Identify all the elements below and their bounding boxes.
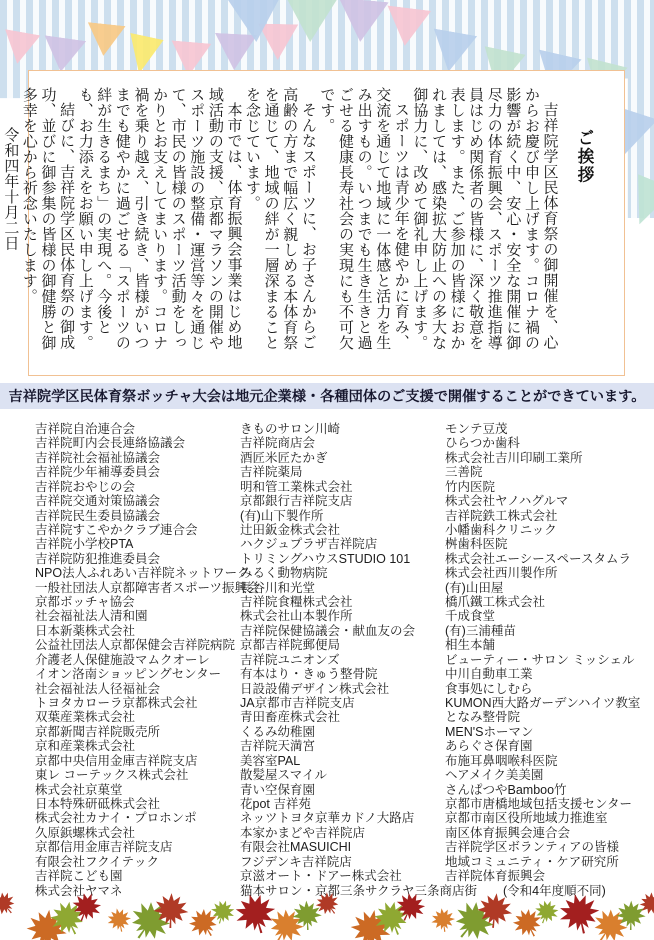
sponsor-item: 千成食堂 <box>445 609 496 624</box>
sponsor-item: 有本はり・きゅう整骨院 <box>240 667 378 682</box>
greeting-vertical-text <box>2 87 606 361</box>
sponsor-item: 地域コミュニティ・ケア研究所 <box>445 854 619 869</box>
sponsor-item: 長谷川和光堂 <box>240 580 316 595</box>
sponsor-item: 食事処にしむら <box>445 681 533 696</box>
sponsor-item: 美容室PAL <box>240 753 301 768</box>
sponsor-item: 吉祥院社会福祉協議会 <box>35 450 161 465</box>
sponsor-item: 吉祥院交通対策協議会 <box>35 494 161 509</box>
sponsor-item: 株式会社カナイ・プロホンポ <box>35 811 197 826</box>
sponsor-item: 京都銀行吉祥院支店 <box>240 494 353 509</box>
sponsor-item: ひらつか歯科 <box>445 436 520 451</box>
sponsor-item: 本家かまどや吉祥院店 <box>240 825 366 840</box>
sponsor-item: ネッツトヨタ京華カドノ大路店 <box>240 811 415 826</box>
sponsor-item: 京都ボッチャ協会 <box>35 595 135 610</box>
sponsor-item: 吉祥院こども園 <box>35 869 123 884</box>
sponsor-list <box>0 422 654 898</box>
autumn-leaves-border <box>0 888 654 940</box>
sponsor-item: ヘアメイク美美園 <box>445 768 544 783</box>
sponsor-item: あらぐさ保育園 <box>445 739 533 754</box>
sponsor-item: 吉祥院小学校PTA <box>35 537 134 552</box>
sponsor-item: さんぱつやBamboo竹 <box>445 782 567 797</box>
sponsor-item: NPO法人ふれあい吉祥院ネットワーク <box>35 566 250 581</box>
support-banner <box>0 383 654 409</box>
greeting-title: ご挨拶 <box>575 129 593 185</box>
sponsor-item: 株式会社西川製作所 <box>445 566 558 581</box>
greeting-paragraph: スポーツは青少年を健やかに育み、交流を通じて地域に一体感と活力を生み出すもの。いつまでも生き生きと過ごせる健康長寿社会の実現にも不可欠です。 <box>318 87 411 351</box>
sponsor-item: 京都市南区役所地域力推進室 <box>445 811 608 826</box>
sponsor-item: 吉祥院保健協議会・献血友の会 <box>240 623 416 638</box>
sponsor-item: 京都吉祥院郵便局 <box>240 638 341 653</box>
sponsor-item: 株式会社ヤマネ <box>35 883 123 898</box>
greeting-body <box>20 87 559 361</box>
sponsor-item: みるく動物病院 <box>240 566 328 581</box>
greeting-paragraph: 本市では、体育振興会事業はじめ地域活動の支援、京都マラソンの開催やスポーツ施設の整備・運営等々を通じて、市民の皆様のスポーツ活動をしっかりとお支えしてまいります。コロナ禍を乗り越え、引き続き、皆様がいつまでも健やかに過ごせる「スポーツの絆が生きるまち」の実現へ。今後とも、お力添えをお願い申し上げます。 <box>76 87 244 351</box>
sponsor-item: 吉祥院民生委員協議会 <box>35 508 161 523</box>
support-banner-text: 吉祥院学区民体育祭ボッチャ大会は地元企業様・各種団体のご支援で開催することができています。 <box>8 389 646 405</box>
sponsor-item: 久原鋲螺株式会社 <box>35 825 136 840</box>
sponsor-item: 小幡歯科クリニック <box>445 522 557 537</box>
sponsor-item: 相生本舗 <box>445 638 496 653</box>
sponsor-item: 有限会社MASUICHI <box>240 840 352 855</box>
sponsor-item: くるみ幼稚園 <box>240 724 316 739</box>
sponsor-item: 吉祥院おやじの会 <box>35 479 136 494</box>
sponsor-item: イオン洛南ショッピングセンター <box>35 667 222 682</box>
sponsor-item: 吉祥院町内会長連絡協議会 <box>35 436 186 451</box>
sponsor-item: 中川自動車工業 <box>445 667 533 682</box>
sponsor-item: 三善院 <box>445 465 483 480</box>
greeting-paragraph: 結びに、吉祥院学区民体育祭の御成功、並びに御参集の皆様の御健勝と御多幸を心から祈念いたします。 <box>20 87 77 351</box>
sponsor-item: 桝歯科医院 <box>445 537 508 552</box>
sponsor-item: 介護老人保健施設マムクオーレ <box>35 652 210 667</box>
sponsor-list-note: (令和4年度順不同) <box>503 883 606 898</box>
sponsor-item: モンテ豆茂 <box>445 422 508 436</box>
sponsor-item: 日設設備デザイン株式会社 <box>240 681 390 696</box>
sponsor-item: 辻田鈑金株式会社 <box>240 522 341 537</box>
sponsor-item: 竹内医院 <box>445 479 496 494</box>
sponsor-item: 社会福祉法人清和園 <box>35 609 148 624</box>
greeting-date: 令和四年十月二日 <box>2 127 21 251</box>
sponsor-item: 株式会社ヤノハグルマ <box>445 494 569 509</box>
sponsor-item: 京和産業株式会社 <box>35 739 136 754</box>
sponsor-item: 株式会社山本製作所 <box>240 609 353 624</box>
sponsor-item: 社会福祉法人径福祉会 <box>35 681 161 696</box>
sponsor-item: 京都新聞吉祥院販売所 <box>35 724 161 739</box>
sponsor-item: 京都市唐橋地域包括支援センター <box>445 796 633 811</box>
sponsor-item: 有限会社フクイテック <box>35 854 160 869</box>
sponsor-item: 吉祥院ユニオンズ <box>240 652 340 667</box>
greeting-paragraph: そんなスポーツに、お子さんからご高齢の方まで幅広く親しめる本体育祭を通じて、地域の絆が一層深まることを念じています。 <box>244 87 318 351</box>
sponsor-item: 吉祥院食糧株式会社 <box>240 595 353 610</box>
sponsor-item: 酒匠米匠たかぎ <box>240 450 328 465</box>
sponsor-item: 株式会社エーシースペースタムラ <box>445 551 632 566</box>
sponsor-item: 双葉産業株式会社 <box>35 710 136 725</box>
sponsor-item: JA京都市吉祥院支店 <box>240 696 355 711</box>
sponsor-item: (有)山下製作所 <box>240 508 324 523</box>
sponsor-item: 吉祥院自治連合会 <box>35 422 136 436</box>
sponsor-item: (有)三浦種苗 <box>445 623 516 638</box>
sponsor-item: 吉祥院少年補導委員会 <box>35 465 161 480</box>
sponsor-item: 吉祥院学区ボランティアの皆様 <box>445 840 620 855</box>
sponsor-item: 東レ コーテックス株式会社 <box>35 768 189 783</box>
sponsor-item: KUMON西大路ガーデンハイツ教室 <box>445 696 641 711</box>
greeting-section <box>2 70 625 376</box>
sponsor-column-3 <box>445 422 654 898</box>
sponsor-item: 吉祥院天満宮 <box>240 739 316 754</box>
sponsor-item: 散髪屋スマイル <box>240 768 328 783</box>
sponsor-item: となみ整骨院 <box>445 710 521 725</box>
greeting-paragraph: 吉祥院学区民体育祭の御開催を、心からお慶び申し上げます。コロナ禍の影響が続く中、安心・安全な開催に御尽力の体育振興会、スポーツ推進指導員はじめ関係者の皆様に、深く敬意を表します。また、ご参加の皆様におかれましては、感染拡大防止への多大な御協力に、改めて御礼申し上げます。 <box>411 87 560 351</box>
sponsor-item: 布施耳鼻咽喉科医院 <box>445 753 558 768</box>
sponsor-item: 京滋オート・ドアー株式会社 <box>240 869 402 884</box>
sponsor-item: 日本新薬株式会社 <box>35 623 136 638</box>
maple-leaf-icon <box>0 888 21 921</box>
sponsor-item: 吉祥院鉄工株式会社 <box>445 508 558 523</box>
sponsor-item: フジデンキ吉祥院店 <box>240 854 352 869</box>
sponsor-item: 吉祥院すこやかクラブ連合会 <box>35 522 198 537</box>
sponsor-item: 一般社団法人京都障害者スポーツ振興会 <box>35 580 260 595</box>
sponsor-item: 南区体育振興会連合会 <box>445 825 571 840</box>
sponsor-item: 吉祥院体育振興会 <box>445 869 546 884</box>
sponsor-item: きものサロン川崎 <box>240 422 341 436</box>
sponsor-item: 橋爪鐵工株式会社 <box>445 595 546 610</box>
sponsor-item: トヨタカローラ京都株式会社 <box>35 696 198 711</box>
sponsor-item: MEN'Sホーマン <box>445 724 534 739</box>
sponsor-item: ビューティー・サロン ミッシェル <box>445 652 635 667</box>
sponsor-item: ハクジュプラザ吉祥院店 <box>240 537 378 552</box>
sponsor-item: 株式会社京菓堂 <box>35 782 123 797</box>
sponsor-item: 公益社団法人京都保健会吉祥院病院 <box>35 638 236 653</box>
sponsor-item: 明和管工業株式会社 <box>240 479 353 494</box>
sponsor-item: 吉祥院防犯推進委員会 <box>35 551 161 566</box>
sponsor-item: トリミングハウスSTUDIO 101 <box>240 551 411 566</box>
sponsor-column-1 <box>35 422 260 898</box>
sponsor-item: 日本特殊研砥株式会社 <box>35 796 161 811</box>
sponsor-item: 京都信用金庫吉祥院支店 <box>35 840 173 855</box>
sponsor-item: 青い空保育園 <box>240 782 316 797</box>
sponsor-item: 吉祥院商店会 <box>240 436 316 451</box>
sponsor-item: 花pot 吉祥苑 <box>240 796 311 811</box>
sponsor-item: 京都中央信用金庫吉祥院支店 <box>35 753 198 768</box>
sponsor-item: (有)山田屋 <box>445 580 504 595</box>
sponsor-item: 猫本サロン・京都三条サクラヤ三条商店街 <box>240 883 478 898</box>
sponsor-item: 青田畜産株式会社 <box>240 710 341 725</box>
sponsor-item: 吉祥院薬局 <box>240 465 303 480</box>
sponsor-item: 株式会社吉川印刷工業所 <box>445 450 583 465</box>
